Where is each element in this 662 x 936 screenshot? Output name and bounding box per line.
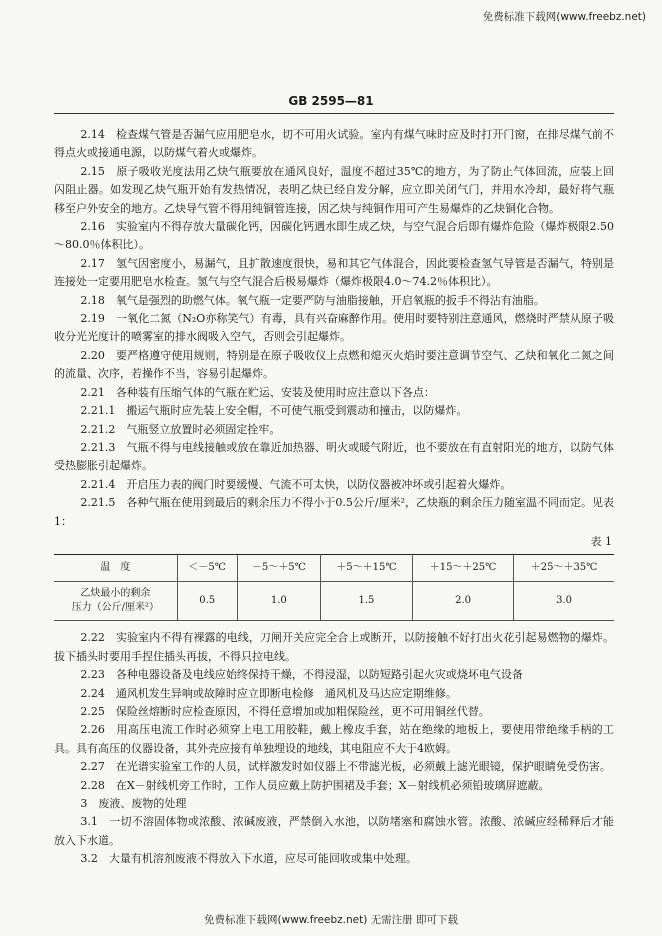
table-caption: 表 1 (590, 534, 612, 548)
table-header-cell: ＋15～＋25℃ (412, 555, 513, 582)
paragraph-2-14: 2.14 检查煤气管是否漏气应用肥皂水，切不可用火试验。室内有煤气味时应及时打开门窗，在排尽煤气前不得点火或接通电源，以防煤气着火或爆炸。 (54, 128, 614, 160)
table-header-cell: ＜－5℃ (177, 555, 237, 582)
header-divider (54, 113, 614, 114)
paragraph-2-21-3: 2.21.3 气瓶不得与电线接触或放在靠近加热器、明火或暖气附近，也不要放在有直射阳光的地方，以防气体受热膨胀引起爆炸。 (54, 440, 614, 473)
table-cell: 1.0 (237, 582, 320, 621)
paragraph-2-23: 2.23 各种电器设备及电线应始终保持干燥，不得浸湿，以防短路引起火灾或烧坏电气设备 (80, 668, 523, 682)
acetylene-pressure-table (54, 554, 614, 621)
paragraph-2-21: 2.21 各种装有压缩气体的气瓶在贮运、安装及使用时应注意以下各点： (80, 385, 435, 399)
row-label-line2: 压力（公斤/厘米²） (71, 602, 160, 614)
paragraph-2-15: 2.15 原子吸收光度法用乙炔气瓶要放在通风良好，温度不超过35℃的地方，为了防止气体回流，应装上回闪阻止器。如发现乙炔气瓶开始有发热情况，表明乙炔已经自发分解，应立即关闭气门，并用水冷却，最好将气瓶移至户外安全的地方。乙炔导气管不得用纯铜管连接，因乙炔与纯铜作用可产生易爆炸的乙炔铜化合物。 (54, 164, 614, 215)
document-body (54, 126, 614, 869)
watermark-top: 免费标准下载网(www.freebz.net) (482, 11, 646, 23)
paragraph-2-26: 2.26 用高压电流工作时必须穿上电工用胶鞋，戴上橡皮手套，站在绝缘的地板上，要使用带绝缘手柄的工具。具有高压的仪器设备，其外壳应接有单独埋设的地线，其电阻应不大于4欧姆。 (54, 723, 614, 755)
paragraph-2-27: 2.27 在光谱实验室工作的人员，试样激发时如仪器上不带滤光板，必须戴上滤光眼镜，保护眼睛免受伤害。 (80, 760, 611, 774)
table-row-label (54, 582, 177, 621)
paragraph-2-20: 2.20 要严格遵守使用规则，特别是在原子吸收仪上点燃和熄灭火焰时要注意调节空气、乙炔和氧化二氮之间的流量、次序，若操作不当，容易引起爆炸。 (54, 348, 614, 381)
paragraph-2-21-5: 2.21.5 各种气瓶在使用到最后的剩余压力不得小于0.5公斤/厘米²，乙炔瓶的剩余压力随室温不同而定。见表1： (54, 496, 614, 528)
paragraph-2-17: 2.17 氢气因密度小，易漏气，且扩散速度很快，易和其它气体混合，因此要检查氢气导管是否漏气，特别是连接处一定要用肥皂水检查。氢气与空气混合后极易爆炸（爆炸极限4.0～74.2％体积比）。 (54, 256, 614, 289)
watermark-bottom: 免费标准下载网(www.freebz.net) 无需注册 即可下载 (204, 914, 458, 926)
paragraph-2-21-4: 2.21.4 开启压力表的阀门时要缓慢、气流不可太快，以防仪器被冲坏或引起着火爆炸。 (80, 477, 512, 491)
section-3-heading: 3 废液、废物的处理 (80, 797, 187, 810)
paragraph-2-18: 2.18 氧气是强烈的助燃气体。氧气瓶一定要严防与油脂接触，开启氧瓶的扳手不得沾有油脂。 (80, 293, 545, 307)
table-row (54, 582, 614, 621)
table-header-cell: 温 度 (54, 555, 177, 582)
table-header-row (54, 555, 614, 582)
paragraph-3-1: 3.1 一切不溶固体物或浓酸、浓碱废液，严禁倒入水池，以防堵塞和腐蚀水管。浓酸、浓碱应经稀释后才能放入下水道。 (54, 815, 614, 847)
paragraph-2-22: 2.22 实验室内不得有裸露的电线，刀闸开关应完全合上或断开，以防接触不好打出火花引起易燃物的爆炸。拔下插头时要用手捏住插头再拔，不得只拉电线。 (54, 631, 614, 663)
paragraph-2-21-2: 2.21.2 气瓶竖立放置时必须固定拴牢。 (80, 422, 281, 436)
table-cell: 1.5 (320, 582, 412, 621)
row-label-line1: 乙炔最小的剩余 (80, 588, 151, 600)
paragraph-2-28: 2.28 在X－射线机旁工作时，工作人员应戴上防护围裙及手套；X－射线机必须铅玻璃屏遮蔽。 (80, 778, 550, 792)
table-cell: 0.5 (177, 582, 237, 621)
table-header-cell: ＋25～＋35℃ (514, 555, 614, 582)
paragraph-2-24: 2.24 通风机发生异响或故障时应立即断电检修 通风机及马达应定期维修。 (80, 686, 457, 700)
paragraph-2-25: 2.25 保险丝熔断时应检查原因，不得任意增加或加粗保险丝，更不可用铜丝代替。 (80, 704, 490, 718)
paragraph-2-19: 2.19 一氧化二氮（N₂O亦称笑气）有毒，具有兴奋麻醉作用。使用时要特别注意通风，燃烧时严禁从原子吸收分光光度计的喷雾室的排水阀吸入空气，否则会引起爆炸。 (54, 312, 614, 344)
table-cell: 2.0 (412, 582, 513, 621)
paragraph-2-16: 2.16 实验室内不得存放大量碳化钙，因碳化钙遇水即生成乙炔，与空气混合后即有爆炸危险（爆炸极限2.50～80.0％体积比）。 (54, 220, 614, 252)
table-header-cell: －5～＋5℃ (237, 555, 320, 582)
paragraph-3-2: 3.2 大量有机溶剂废液不得放入下水道，应尽可能回收或集中处理。 (80, 852, 417, 866)
page-header-standard-number: GB 2595—81 (288, 94, 374, 108)
table-header-cell: ＋5～＋15℃ (320, 555, 412, 582)
paragraph-2-21-1: 2.21.1 搬运气瓶时应先装上安全帽，不可使气瓶受到震动和撞击，以防爆炸。 (80, 404, 468, 418)
table-cell: 3.0 (514, 582, 614, 621)
